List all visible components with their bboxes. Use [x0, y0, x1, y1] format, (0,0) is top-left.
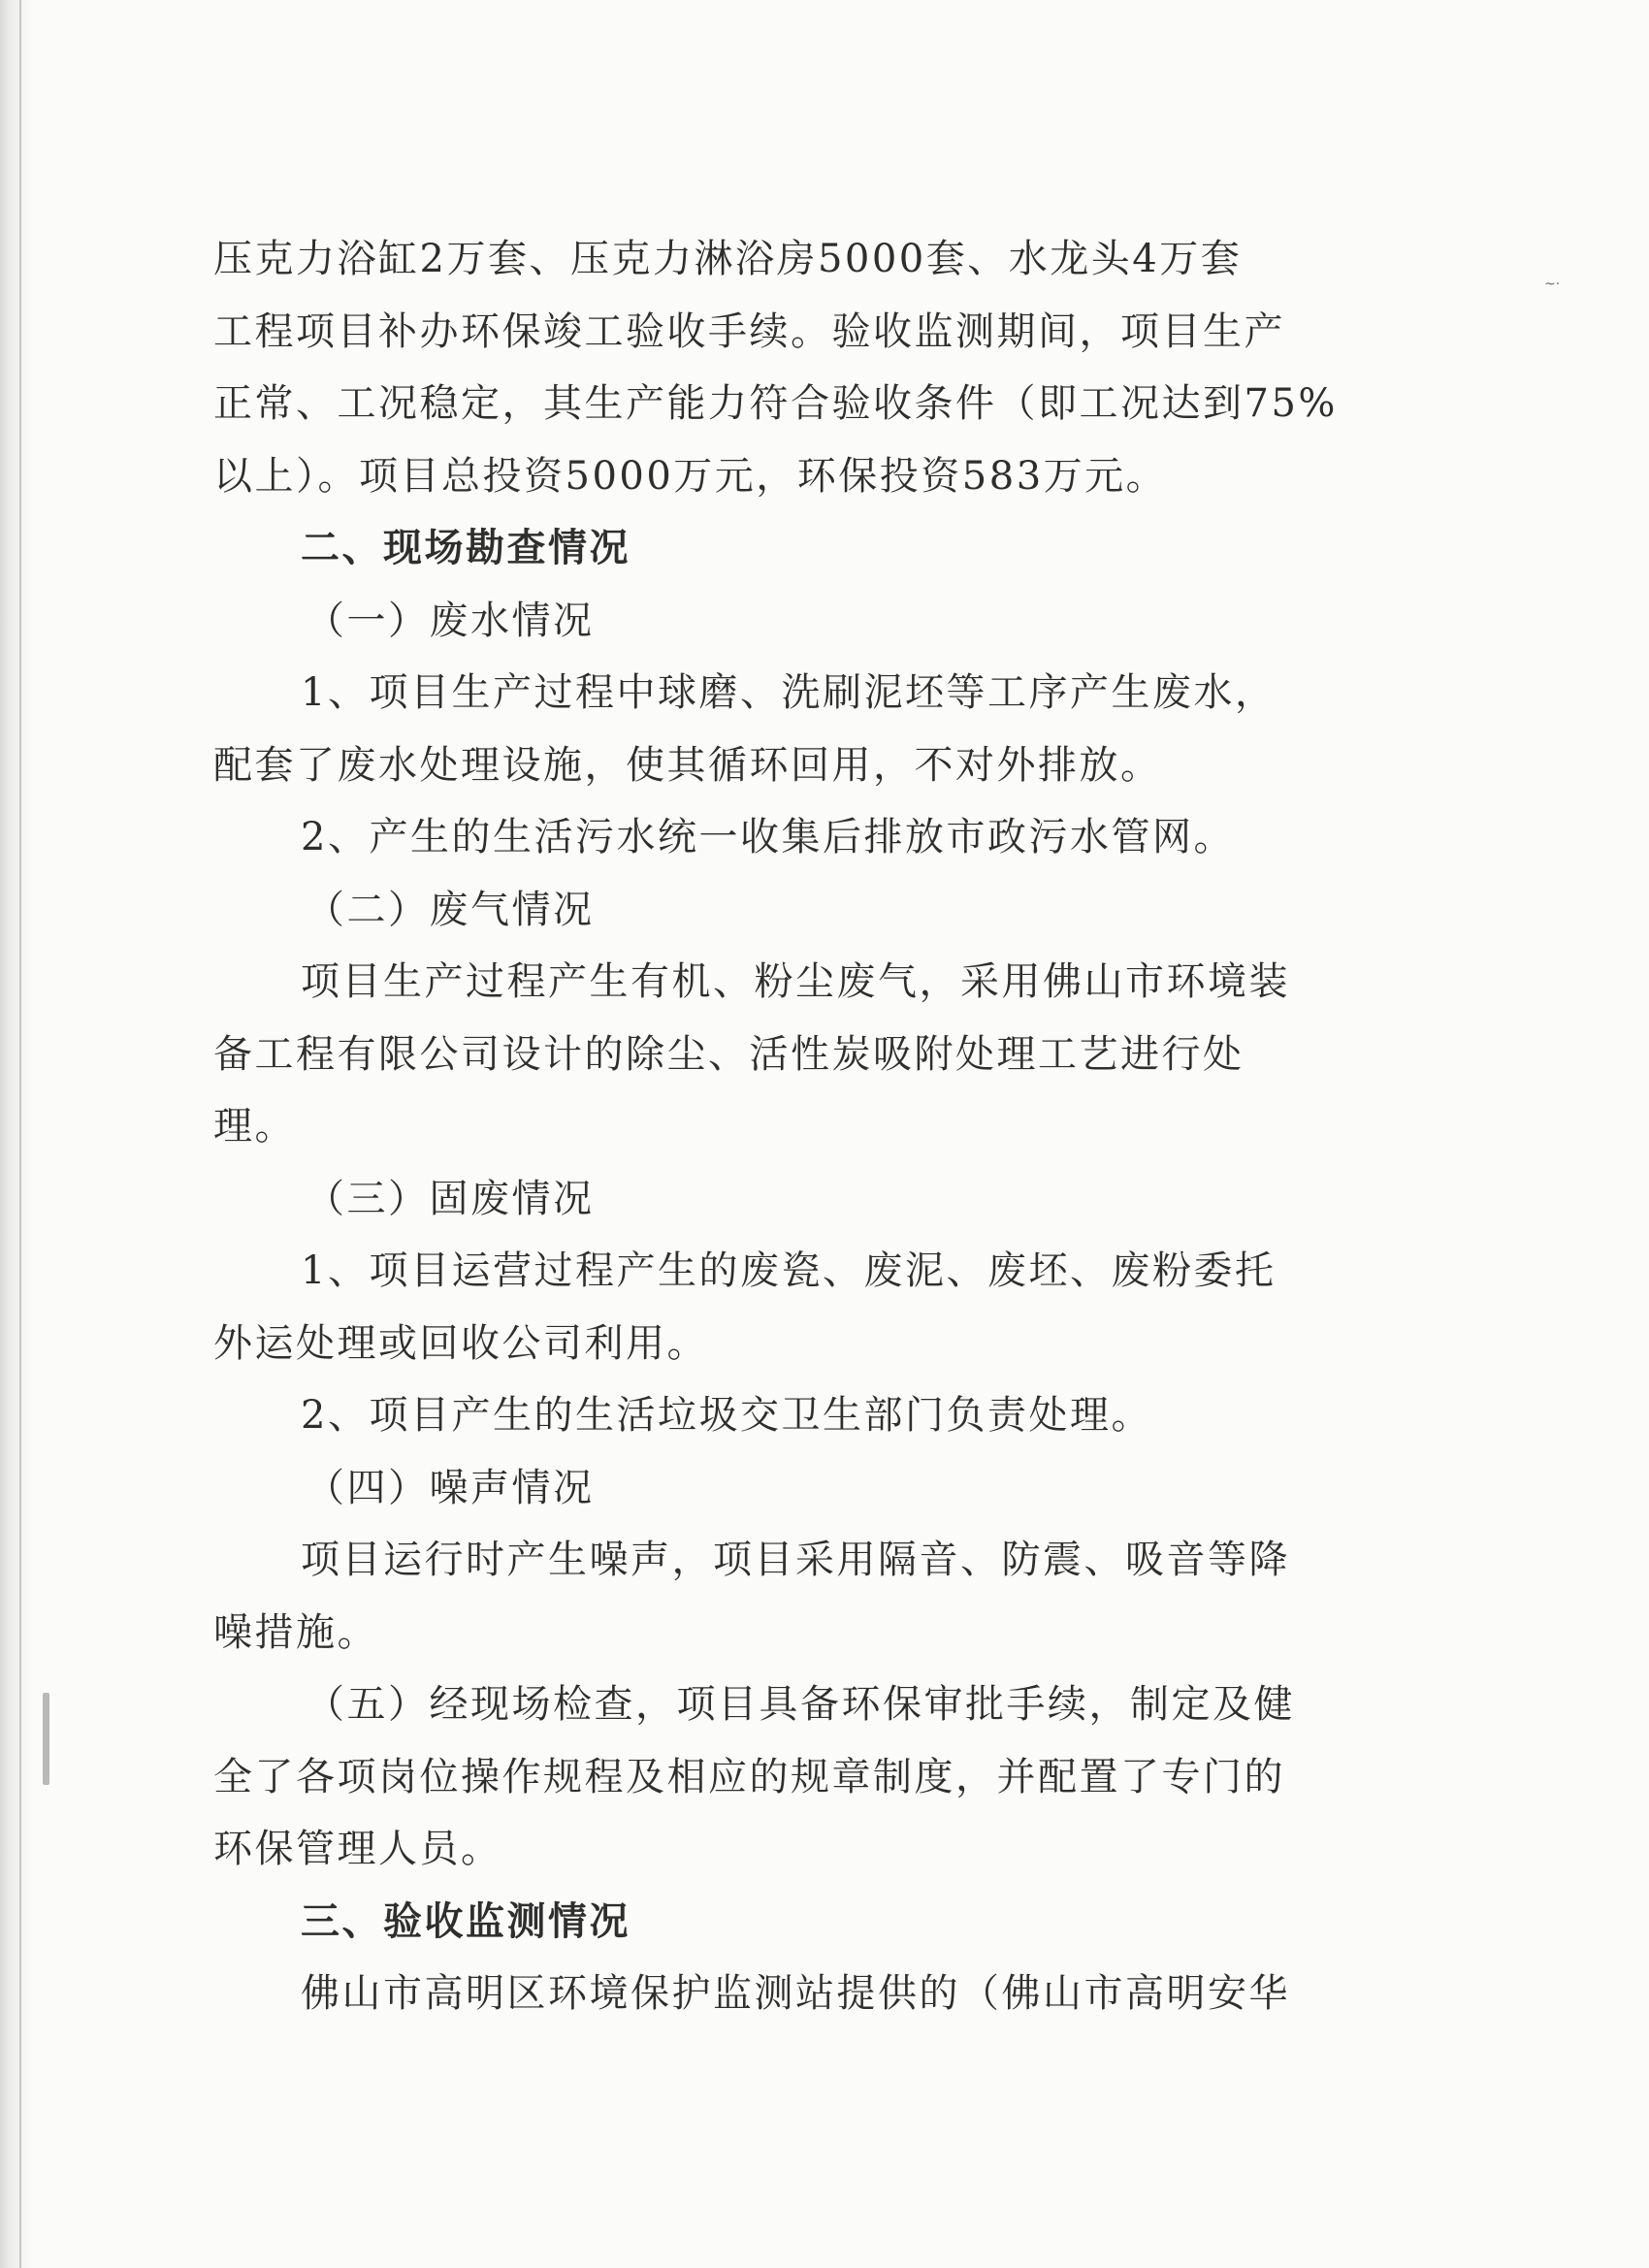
paragraph-line: 以上）。项目总投资5000万元，环保投资583万元。 [213, 453, 1168, 499]
binding-edge [0, 0, 33, 2268]
paragraph-line: 1、项目运营过程产生的废瓷、废泥、废坯、废粉委托 [301, 1248, 1277, 1293]
subsection-heading-noise: （四）噪声情况 [306, 1465, 595, 1510]
section-heading-acceptance-monitoring: 三、验收监测情况 [301, 1897, 630, 1944]
subsection-heading-inspection-result: （五）经现场检查，项目具备环保审批手续，制定及健 [306, 1682, 1295, 1727]
paragraph-line: 噪措施。 [213, 1609, 378, 1655]
paragraph-line: 项目生产过程产生有机、粉尘废气，采用佛山市环境装 [301, 959, 1290, 1004]
paragraph-line: 配套了废水处理设施，使其循环回用，不对外排放。 [213, 742, 1162, 788]
paragraph-line: 正常、工况稳定，其生产能力符合验收条件（即工况达到75% [213, 381, 1338, 426]
staple-mark [43, 1693, 49, 1785]
subsection-heading-solid-waste: （三）固废情况 [306, 1176, 595, 1221]
paragraph-line: 佛山市高明区环境保护监测站提供的（佛山市高明安华 [301, 1971, 1290, 2016]
paragraph-line: 全了各项岗位操作规程及相应的规章制度，并配置了专门的 [213, 1754, 1285, 1799]
paragraph-line: 项目运行时产生噪声，项目采用隔音、防震、吸音等降 [301, 1538, 1290, 1582]
paragraph-line: 理。 [213, 1104, 296, 1149]
paragraph-line: 压克力浴缸2万套、压克力淋浴房5000套、水龙头4万套 [213, 237, 1243, 281]
subsection-heading-waste-gas: （二）废气情况 [306, 887, 595, 932]
paragraph-line: 1、项目生产过程中球磨、洗刷泥坯等工序产生废水， [301, 670, 1277, 715]
paragraph-line: 环保管理人员。 [213, 1827, 502, 1871]
paragraph-line: 2、项目产生的生活垃圾交卫生部门负责处理。 [301, 1393, 1152, 1438]
paragraph-line: 备工程有限公司设计的除尘、活性炭吸附处理工艺进行处 [213, 1031, 1245, 1077]
subsection-heading-wastewater: （一）废水情况 [306, 598, 595, 643]
binding-fold-line [19, 0, 21, 2268]
document-body [213, 223, 1339, 2030]
paragraph-line: 工程项目补办环保竣工验收手续。验收监测期间，项目生产 [213, 308, 1285, 354]
section-heading-site-inspection: 二、现场勘查情况 [301, 525, 630, 570]
scan-speck: ~· [1544, 276, 1561, 292]
paragraph-line: 外运处理或回收公司利用。 [213, 1320, 708, 1366]
paragraph-line: 2、产生的生活污水统一收集后排放市政污水管网。 [301, 815, 1235, 859]
